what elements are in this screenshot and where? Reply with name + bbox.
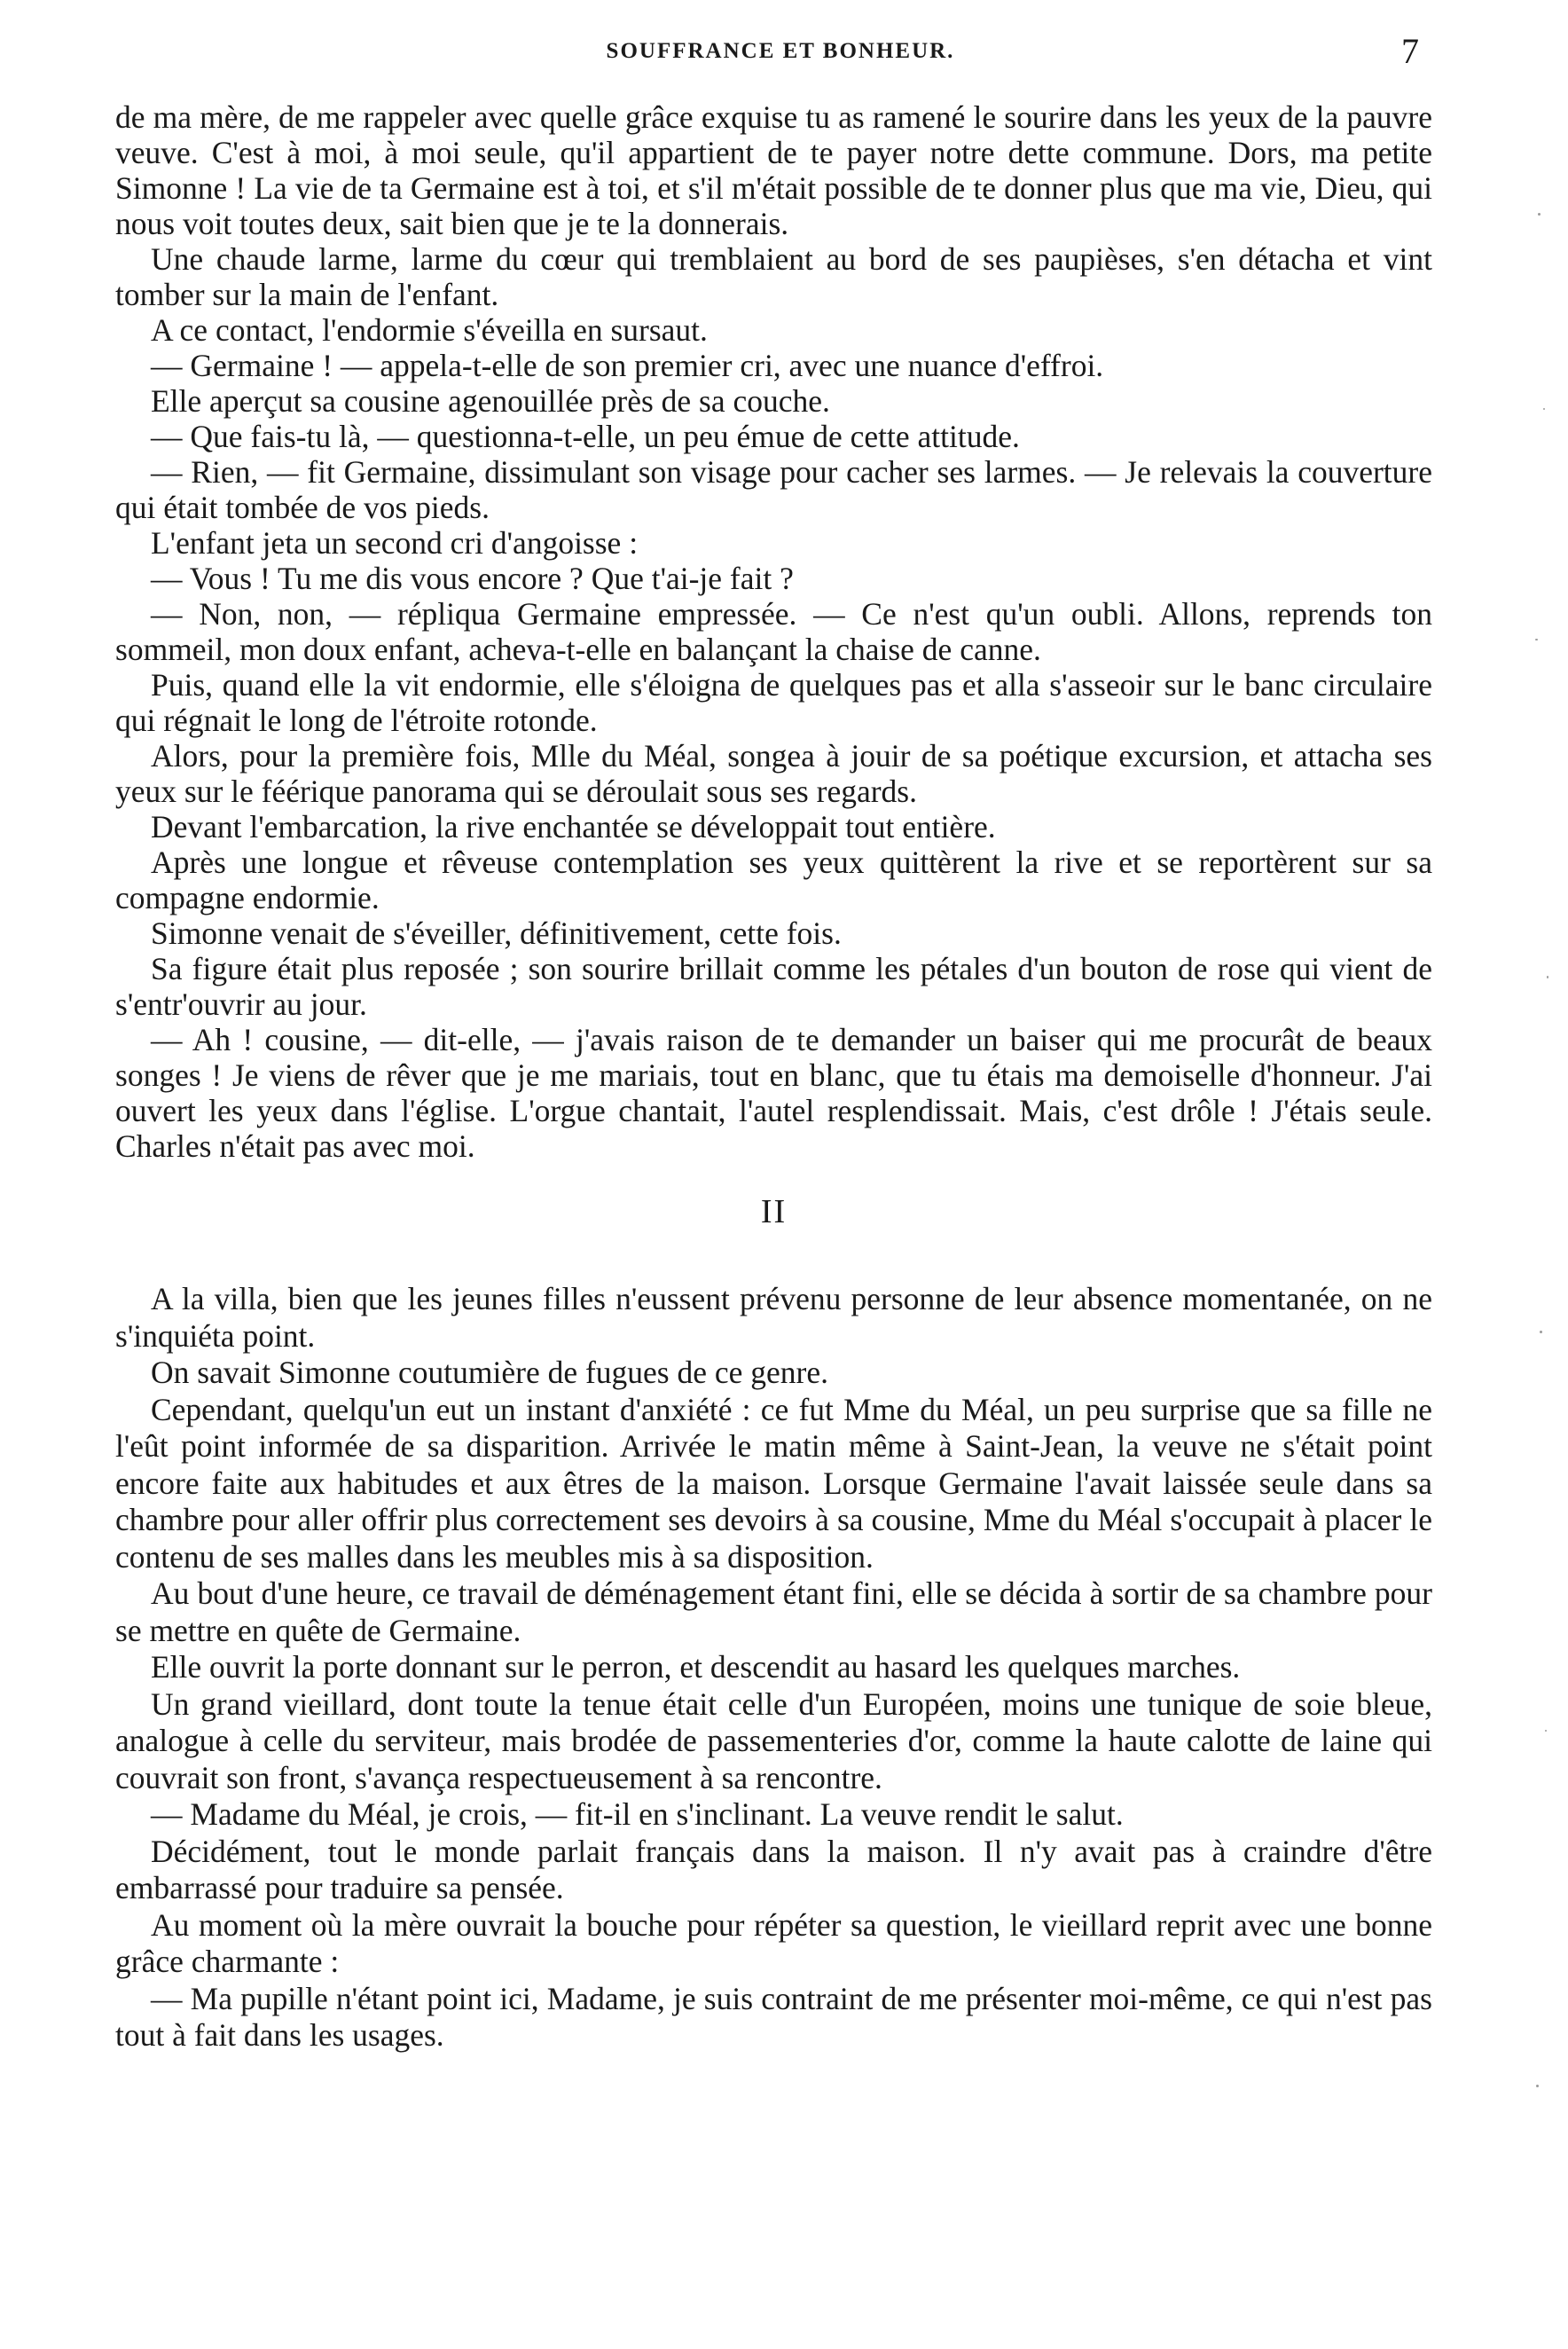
paragraph: A la villa, bien que les jeunes filles n'eussent prévenu personne de leur absence momentanée, on ne s'inquiéta point. (115, 1281, 1432, 1354)
running-head (115, 31, 1446, 71)
paragraph: Cependant, quelqu'un eut un instant d'anxiété : ce fut Mme du Méal, un peu surprise que sa fille ne l'eût point informée de sa disparition. Arrivée le matin même à Saint-Jean, la veuve ne s'était point encore faite aux habitudes et aux êtres de la maison. Lorsque Germaine l'avait laissée seule dans sa chambre pour aller offrir plus correctement ses devoirs à sa cousine, Mme du Méal s'occupait à placer le contenu de ses malles dans les meubles mis à sa disposition. (115, 1391, 1432, 1575)
paragraph: L'enfant jeta un second cri d'angoisse : (151, 525, 639, 561)
scan-speck (1535, 639, 1538, 640)
scan-speck (1545, 1730, 1547, 1732)
paragraph: — Que fais-tu là, — questionna-t-elle, un peu émue de cette attitude. (151, 419, 1020, 454)
paragraph: Sa figure était plus reposée ; son sourire brillait comme les pétales d'un bouton de rose qui vient de s'entr'ouvrir au jour. (115, 951, 1432, 1022)
chapter-section-two (115, 1281, 1432, 2054)
paragraph: A ce contact, l'endormie s'éveilla en sursaut. (151, 312, 708, 348)
scan-speck (1538, 213, 1541, 216)
scan-speck (1543, 408, 1545, 410)
paragraph: Simonne venait de s'éveiller, définitivement, cette fois. (151, 915, 842, 951)
scan-speck (1536, 2085, 1539, 2087)
paragraph: Un grand vieillard, dont toute la tenue était celle d'un Européen, moins une tunique de soie bleue, analogue à celle du serviteur, mais brodée de passementeries d'or, comme la haute calotte de laine qui couvrait son front, s'avança respectueusement à sa rencontre. (115, 1685, 1432, 1795)
paragraph: Elle ouvrit la porte donnant sur le perron, et descendit au hasard les quelques marches. (151, 1649, 1241, 1685)
paragraph: On savait Simonne coutumière de fugues de ce genre. (151, 1355, 828, 1390)
paragraph: Au bout d'une heure, ce travail de déménagement étant fini, elle se décida à sortir de sa chambre pour se mettre en quête de Germaine. (115, 1575, 1432, 1648)
paragraph: — Madame du Méal, je crois, — fit-il en s'inclinant. La veuve rendit le salut. (151, 1796, 1124, 1832)
paragraph: Alors, pour la première fois, Mlle du Méal, songea à jouir de sa poétique excursion, et attacha ses yeux sur le féérique panorama qui se déroulait sous ses regards. (115, 738, 1432, 809)
paragraph: Devant l'embarcation, la rive enchantée se développait tout entière. (151, 809, 996, 845)
running-title: SOUFFRANCE ET BONHEUR. (606, 39, 955, 63)
scan-edge-noise (1531, 177, 1557, 2306)
paragraph: — Germaine ! — appela-t-elle de son premier cri, avec une nuance d'effroi. (151, 348, 1104, 383)
paragraph: — Ah ! cousine, — dit-elle, — j'avais raison de te demander un baiser qui me procurât de beaux songes ! Je viens de rêver que je me mariais, tout en blanc, que tu étais ma demoiselle d'honneur. J'ai ouvert les yeux dans l'église. L'orgue chantait, l'autel resplendissait. Mais, c'est drôle ! J'étais seule. Charles n'était pas avec moi. (115, 1022, 1432, 1164)
paragraph: — Non, non, — répliqua Germaine empressée. — Ce n'est qu'un oubli. Allons, reprends ton sommeil, mon doux enfant, acheva-t-elle en balançant la chaise de canne. (115, 596, 1432, 667)
section-heading: II (760, 1193, 788, 1230)
paragraph: — Ma pupille n'étant point ici, Madame, je suis contraint de me présenter moi-même, ce qui n'est pas tout à fait dans les usages. (115, 1980, 1432, 2053)
paragraph: Après une longue et rêveuse contemplation ses yeux quittèrent la rive et se reportèrent sur sa compagne endormie. (115, 845, 1432, 915)
page-number: 7 (1401, 31, 1419, 71)
body-text (115, 99, 1432, 2054)
paragraph: de ma mère, de me rappeler avec quelle grâce exquise tu as ramené le sourire dans les yeux de la pauvre veuve. C'est à moi, à moi seule, qu'il appartient de te payer notre dette commune. Dors, ma petite Simonne ! La vie de ta Germaine est à toi, et s'il m'était possible de te donner plus que ma vie, Dieu, qui nous voit toutes deux, sait bien que je te la donnerais. (115, 99, 1432, 241)
paragraph: Une chaude larme, larme du cœur qui tremblaient au bord de ses paupièses, s'en détacha et vint tomber sur la main de l'enfant. (115, 241, 1432, 312)
paragraph: — Rien, — fit Germaine, dissimulant son visage pour cacher ses larmes. — Je relevais la couverture qui était tombée de vos pieds. (115, 454, 1432, 525)
paragraph: Au moment où la mère ouvrait la bouche pour répéter sa question, le vieillard reprit avec une bonne grâce charmante : (115, 1906, 1432, 1979)
paragraph: Elle aperçut sa cousine agenouillée près de sa couche. (151, 383, 830, 419)
paragraph: Décidément, tout le monde parlait français dans la maison. Il n'y avait pas à craindre d'être embarrassé pour traduire sa pensée. (115, 1833, 1432, 1905)
scan-speck (1540, 1331, 1542, 1333)
scan-speck (1547, 976, 1548, 978)
paragraph: Puis, quand elle la vit endormie, elle s'éloigna de quelques pas et alla s'asseoir sur le banc circulaire qui régnait le long de l'étroite rotonde. (115, 667, 1432, 738)
paragraph: — Vous ! Tu me dis vous encore ? Que t'ai-je fait ? (151, 561, 794, 596)
